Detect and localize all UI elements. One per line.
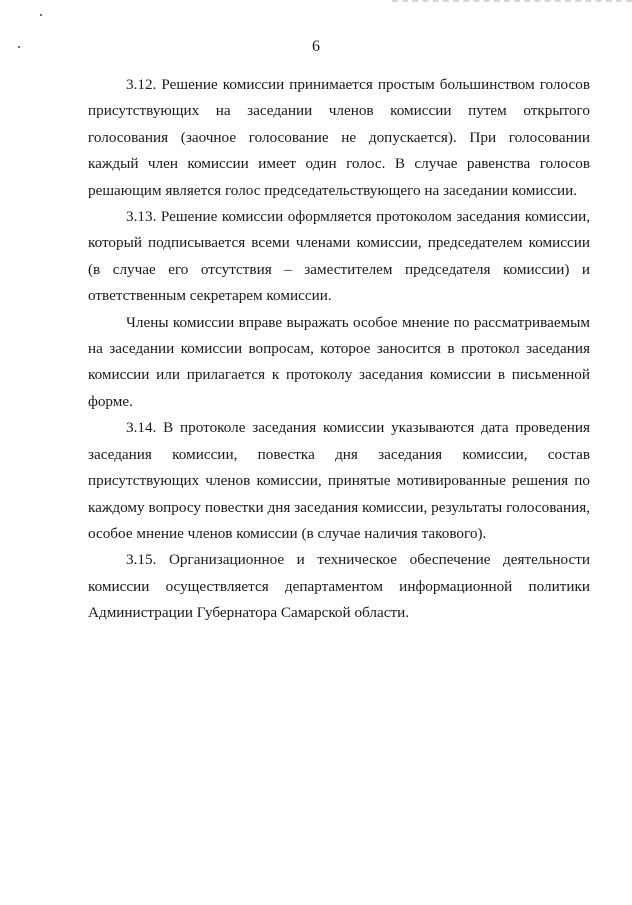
scan-edge-marks (392, 0, 632, 6)
paragraph-3-12: 3.12. Решение комиссии принимается простым большинством голосов присутствующих на заседании членов комиссии путем открытого голосования (заочное голосование не допускается). При голосовании каждый член комиссии имеет один голос. В случае равенства голосов решающим является голос председательствующего на заседании комиссии. (88, 76, 590, 199)
paragraph-3-14: 3.14. В протоколе заседания комиссии указываются дата проведения заседания комиссии, повестка дня заседания комиссии, состав присутствующих членов комиссии, принятые мотивированные решения по каждому вопросу повестки дня заседания комиссии, результаты голосования, особое мнение членов комиссии (в случае наличия такового). (88, 419, 590, 542)
paragraph-3-15: 3.15. Организационное и техническое обеспечение деятельности комиссии осуществляется департаментом информационной политики Администрации Губернатора Самарской области. (88, 551, 590, 622)
paragraph-3-13: 3.13. Решение комиссии оформляется протоколом заседания комиссии, который подписывается всеми членами комиссии, председателем комиссии (в случае его отсутствия – заместителем председателя комиссии) и ответственным секретарем комиссии. (88, 208, 590, 305)
page-number: 6 (312, 38, 320, 55)
scan-speck (40, 14, 42, 16)
paragraph-special-opinion: Члены комиссии вправе выражать особое мнение по рассматриваемым на заседании комиссии вопросам, которое заносится в протокол заседания комиссии или прилагается к протоколу заседания комиссии в письменной форме. (88, 313, 590, 410)
document-body (88, 72, 590, 627)
